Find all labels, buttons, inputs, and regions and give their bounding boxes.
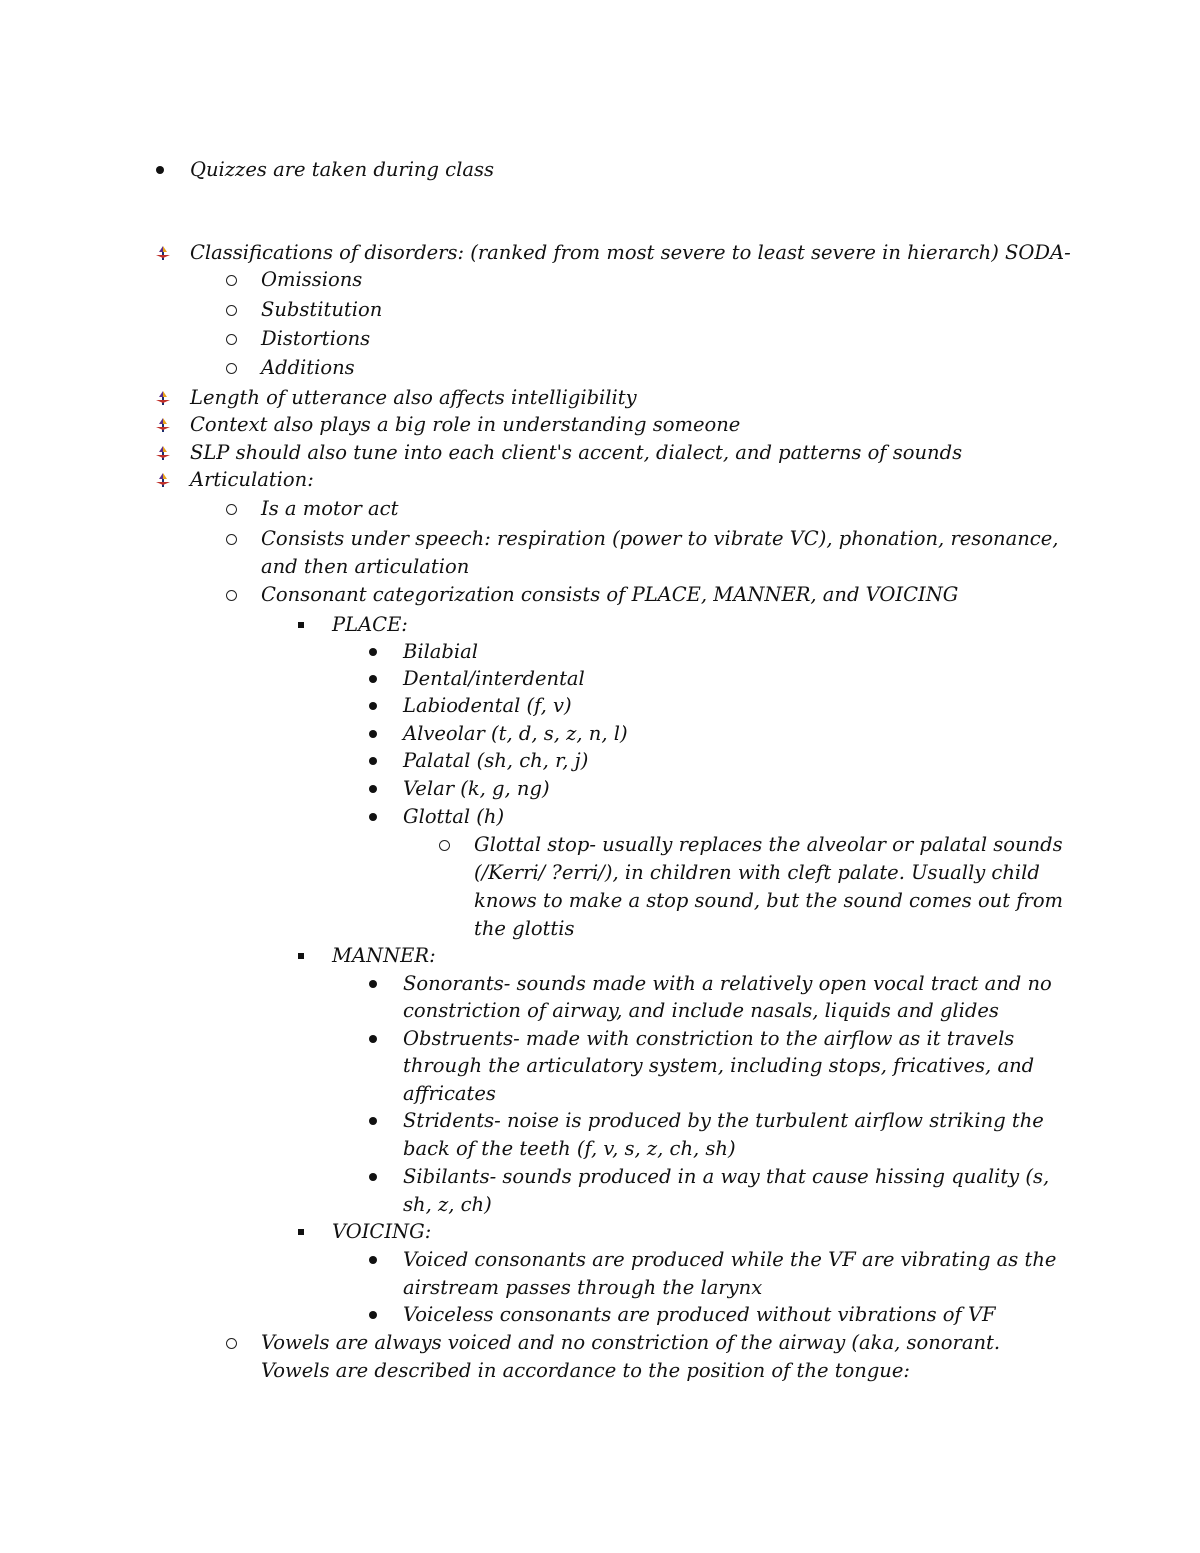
- note-text-line: Sibilants- sounds produced in a way that cause hissing quality (s,: [403, 1165, 1050, 1188]
- note-text-line: back of the teeth (f, v, s, z, ch, sh): [403, 1137, 736, 1160]
- note-text: Bilabial: [403, 640, 479, 663]
- note-text: MANNER:: [332, 944, 436, 967]
- note-text-line: Vowels are described in accordance to the position of the tongue:: [261, 1359, 910, 1382]
- hollow-circle-bullet-icon: [226, 504, 237, 515]
- note-text: Is a motor act: [261, 497, 399, 520]
- note-text: Classifications of disorders: (ranked from most severe to least severe in hierarch) SODA-: [190, 241, 1071, 264]
- note-text: Omissions: [261, 268, 363, 291]
- filled-circle-bullet-icon: [369, 785, 377, 793]
- filled-circle-bullet-icon: [369, 1311, 377, 1319]
- note-text: Velar (k, g, ng): [403, 777, 550, 800]
- note-text: Voiceless consonants are produced without vibrations of VF: [403, 1303, 996, 1326]
- note-text-line: sh, z, ch): [403, 1193, 492, 1216]
- note-text-line: Consists under speech: respiration (power to vibrate VC), phonation, resonance,: [261, 527, 1059, 550]
- filled-circle-bullet-icon: [369, 1117, 377, 1125]
- filled-circle-bullet-icon: [369, 757, 377, 765]
- hollow-circle-bullet-icon: [226, 590, 237, 601]
- note-text: SLP should also tune into each client's accent, dialect, and patterns of sounds: [190, 441, 963, 464]
- note-text-line: Sonorants- sounds made with a relatively open vocal tract and no: [403, 972, 1052, 995]
- note-text: Substitution: [261, 298, 383, 321]
- note-text-line: Vowels are always voiced and no constriction of the airway (aka, sonorant.: [261, 1331, 1001, 1354]
- four-color-arrow-bullet-icon: [155, 445, 171, 461]
- four-color-arrow-bullet-icon: [155, 390, 171, 406]
- square-bullet-icon: [298, 622, 304, 628]
- note-text: Alveolar (t, d, s, z, n, l): [403, 722, 628, 745]
- note-text: PLACE:: [332, 613, 408, 636]
- hollow-circle-bullet-icon: [226, 305, 237, 316]
- note-text-line: through the articulatory system, including stops, fricatives, and: [403, 1054, 1035, 1077]
- note-text: Palatal (sh, ch, r, j): [403, 749, 589, 772]
- hollow-circle-bullet-icon: [226, 363, 237, 374]
- note-text-line: airstream passes through the larynx: [403, 1276, 763, 1299]
- filled-circle-bullet-icon: [369, 813, 377, 821]
- hollow-circle-bullet-icon: [439, 840, 450, 851]
- filled-circle-bullet-icon: [369, 702, 377, 710]
- filled-circle-bullet-icon: [369, 1256, 377, 1264]
- hollow-circle-bullet-icon: [226, 275, 237, 286]
- note-text-line: Glottal stop- usually replaces the alveolar or palatal sounds: [474, 833, 1063, 856]
- square-bullet-icon: [298, 953, 304, 959]
- four-color-arrow-bullet-icon: [155, 245, 171, 261]
- note-text: Dental/interdental: [403, 667, 585, 690]
- note-text: Consonant categorization consists of PLACE, MANNER, and VOICING: [261, 583, 959, 606]
- filled-circle-bullet-icon: [369, 675, 377, 683]
- note-text: Distortions: [261, 327, 371, 350]
- note-text-line: Obstruents- made with constriction to the airflow as it travels: [403, 1027, 1015, 1050]
- note-text: Glottal (h): [403, 805, 505, 828]
- note-text-line: Stridents- noise is produced by the turbulent airflow striking the: [403, 1109, 1044, 1132]
- filled-circle-bullet-icon: [369, 980, 377, 988]
- note-text: Articulation:: [190, 468, 314, 491]
- note-text-line: affricates: [403, 1082, 496, 1105]
- note-text: Context also plays a big role in understanding someone: [190, 413, 741, 436]
- note-text: Length of utterance also affects intelligibility: [190, 386, 637, 409]
- note-text: VOICING:: [332, 1220, 432, 1243]
- note-text: Labiodental (f, v): [403, 694, 572, 717]
- four-color-arrow-bullet-icon: [155, 472, 171, 488]
- filled-circle-bullet-icon: [369, 1173, 377, 1181]
- note-text-line: and then articulation: [261, 555, 470, 578]
- note-text: Additions: [261, 356, 355, 379]
- note-text-line: the glottis: [474, 917, 575, 940]
- note-text-line: (/Kerri/ ?erri/), in children with cleft palate. Usually child: [474, 861, 1040, 884]
- note-text-line: knows to make a stop sound, but the sound comes out from: [474, 889, 1064, 912]
- square-bullet-icon: [298, 1229, 304, 1235]
- note-text-line: constriction of airway, and include nasals, liquids and glides: [403, 999, 999, 1022]
- four-color-arrow-bullet-icon: [155, 417, 171, 433]
- filled-circle-bullet-icon: [369, 730, 377, 738]
- filled-circle-bullet-icon: [156, 166, 164, 174]
- hollow-circle-bullet-icon: [226, 534, 237, 545]
- hollow-circle-bullet-icon: [226, 1338, 237, 1349]
- filled-circle-bullet-icon: [369, 648, 377, 656]
- filled-circle-bullet-icon: [369, 1035, 377, 1043]
- note-text: Quizzes are taken during class: [190, 158, 494, 181]
- note-text-line: Voiced consonants are produced while the VF are vibrating as the: [403, 1248, 1057, 1271]
- hollow-circle-bullet-icon: [226, 334, 237, 345]
